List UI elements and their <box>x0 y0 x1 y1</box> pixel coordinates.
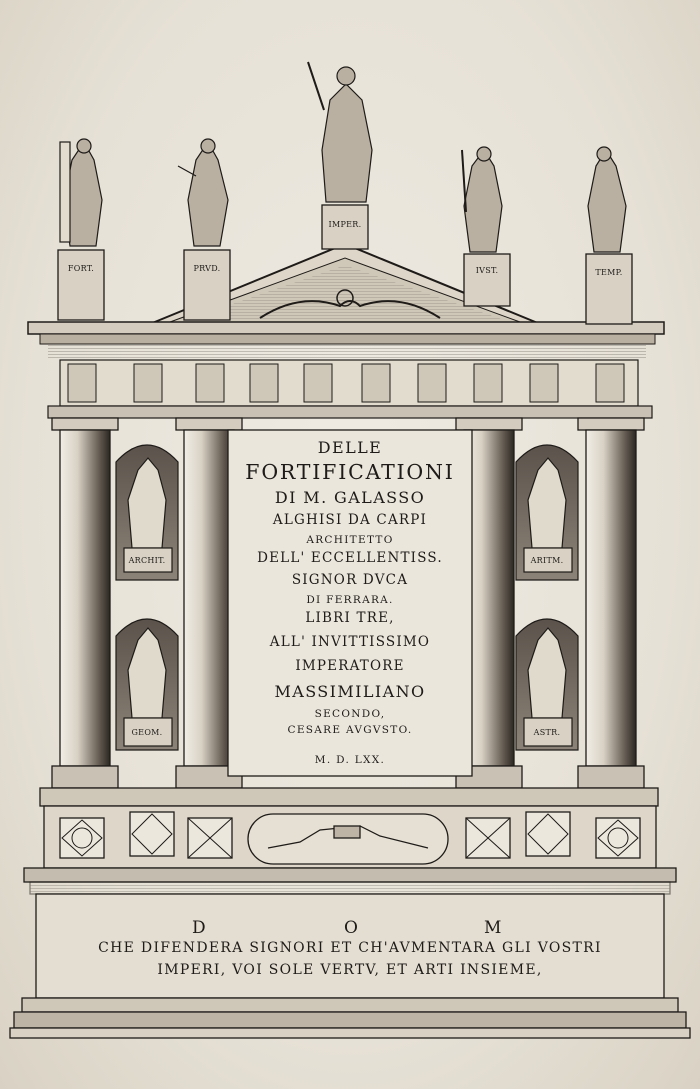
fortress-cartouche <box>248 814 448 864</box>
label-astr: ASTR. <box>533 728 561 737</box>
title-line-2: FORTIFICATIONI <box>245 460 455 484</box>
title-line-1: DELLE <box>317 438 383 457</box>
title-line-3: DI M. GALASSO <box>274 488 426 507</box>
label-fort: FORT. <box>67 264 95 273</box>
label-aritm: ARITM. <box>530 556 564 565</box>
label-temp: TEMP. <box>595 268 623 277</box>
publication-year: M. D. LXX. <box>314 754 386 766</box>
label-iust: IVST. <box>475 266 499 275</box>
title-line-13: SECONDO, <box>314 708 386 720</box>
title-text <box>228 434 472 774</box>
title-line-11: IMPERATORE <box>295 658 405 674</box>
entablature <box>28 322 664 418</box>
title-line-6: DELL' ECCELLENTISS. <box>257 550 443 566</box>
title-line-12: MASSIMILIANO <box>274 682 426 701</box>
dom-letter-m: M <box>484 918 502 938</box>
title-line-4: ALGHISI DA CARPI <box>272 512 428 528</box>
inscription-line-1: CHE DIFENDERA SIGNORI ET CH'AVMENTARA GLI VOSTRI <box>98 940 602 956</box>
label-imper: IMPER. <box>328 220 362 229</box>
label-archit: ARCHIT. <box>128 556 166 565</box>
label-prud: PRVD. <box>193 264 221 273</box>
plinth <box>10 788 690 1038</box>
title-line-7: SIGNOR DVCA <box>291 572 409 588</box>
title-line-10: ALL' INVITTISSIMO <box>269 634 431 650</box>
title-line-14: CESARE AVGVSTO. <box>287 724 413 736</box>
title-line-8: DI FERRARA. <box>306 594 394 606</box>
label-geom: GEOM. <box>131 728 163 737</box>
title-line-9: LIBRI TRE, <box>305 610 395 626</box>
title-line-5: ARCHITETTO <box>306 534 394 546</box>
dom-letter-o: O <box>344 918 358 938</box>
inscription-line-2: IMPERI, VOI SOLE VERTV, ET ARTI INSIEME, <box>157 962 543 978</box>
dom-letter-d: D <box>192 918 206 938</box>
